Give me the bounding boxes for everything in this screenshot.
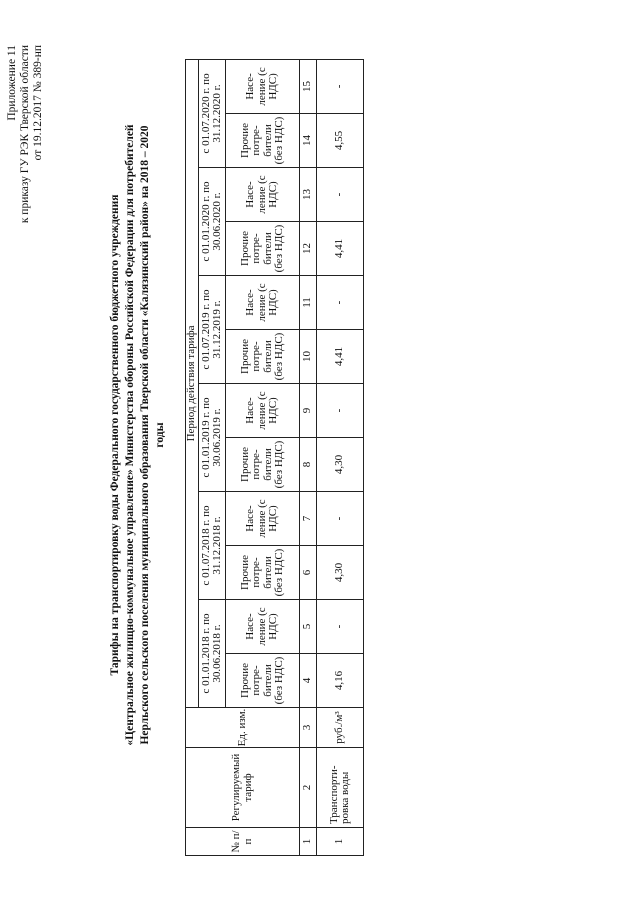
header-tariff: Регулируемый тариф	[186, 748, 300, 828]
period-range: с 01.01.2019 г. по 30.06.2019 г.	[199, 384, 226, 492]
column-number: 4	[300, 654, 317, 708]
tariff-value: -	[317, 168, 364, 222]
consumer-other: Прочие потре-бители (без НДС)	[226, 438, 300, 492]
consumer-other: Прочие потре-бители (без НДС)	[226, 114, 300, 168]
table-row	[317, 59, 364, 855]
appendix-block	[6, 45, 45, 345]
column-number: 12	[300, 222, 317, 276]
tariff-value: 4,55	[317, 114, 364, 168]
column-number: 7	[300, 492, 317, 546]
title-line-2: «Центральное жилищно-коммунальное управление» Министерства обороны Российской Федерации для потребителей	[124, 124, 136, 746]
title-line-3: Нерльского сельского поселения муниципального образования Тверской области «Калязинский район» на 2018 – 2020 годы	[139, 125, 166, 745]
consumer-other: Прочие потре-бители (без НДС)	[226, 222, 300, 276]
row-tariff-name: Транспорти-ровка воды	[317, 748, 364, 828]
period-range: с 01.07.2020 г. по 31.12.2020 г.	[199, 59, 226, 167]
tariff-value: 4,41	[317, 330, 364, 384]
consumer-population: Насе-ление (с НДС)	[226, 384, 300, 438]
column-number: 11	[300, 276, 317, 330]
period-range: с 01.07.2018 г. по 31.12.2018 г.	[199, 492, 226, 600]
tariff-value: 4,30	[317, 438, 364, 492]
row-number: 1	[317, 828, 364, 856]
title-line-1: Тарифы на транспортировку воды Федерального государственного бюджетного учреждения	[109, 194, 121, 676]
consumer-population: Насе-ление (с НДС)	[226, 276, 300, 330]
appendix-line-1: Приложение 11	[6, 45, 18, 121]
consumer-other: Прочие потре-бители (без НДС)	[226, 546, 300, 600]
consumer-population: Насе-ление (с НДС)	[226, 59, 300, 113]
period-range: с 01.07.2019 г. по 31.12.2019 г.	[199, 276, 226, 384]
tariff-value: -	[317, 492, 364, 546]
column-number: 13	[300, 168, 317, 222]
column-number-row	[300, 59, 317, 855]
consumer-population: Насе-ление (с НДС)	[226, 168, 300, 222]
tariff-value: 4,30	[317, 546, 364, 600]
column-number: 14	[300, 114, 317, 168]
period-range: с 01.01.2020 г. по 30.06.2020 г.	[199, 168, 226, 276]
consumer-other: Прочие потре-бители (без НДС)	[226, 654, 300, 708]
column-number: 6	[300, 546, 317, 600]
period-range: с 01.01.2018 г. по 30.06.2018 г.	[199, 600, 226, 708]
column-number: 9	[300, 384, 317, 438]
consumer-other: Прочие потре-бители (без НДС)	[226, 330, 300, 384]
tariff-value: -	[317, 384, 364, 438]
tariff-value: -	[317, 59, 364, 113]
header-unit: Ед. изм.	[186, 708, 300, 748]
column-number: 3	[300, 708, 317, 748]
consumer-population: Насе-ление (с НДС)	[226, 600, 300, 654]
header-period: Период действия тарифа	[186, 59, 199, 707]
tariff-table	[185, 59, 364, 856]
consumer-population: Насе-ление (с НДС)	[226, 492, 300, 546]
appendix-line-3: от 19.12.2017 № 389-нп	[32, 45, 44, 161]
tariff-value: -	[317, 600, 364, 654]
appendix-line-2: к приказу ГУ РЭК Тверской области	[19, 45, 31, 224]
column-number: 8	[300, 438, 317, 492]
document-title	[108, 115, 168, 755]
header-num: № п/п	[186, 828, 300, 856]
header-row-periods	[186, 59, 199, 855]
tariff-value: 4,41	[317, 222, 364, 276]
column-number: 2	[300, 748, 317, 828]
tariff-value: -	[317, 276, 364, 330]
column-number: 1	[300, 828, 317, 856]
row-unit: руб./м³	[317, 708, 364, 748]
tariff-value: 4,16	[317, 654, 364, 708]
column-number: 5	[300, 600, 317, 654]
column-number: 15	[300, 59, 317, 113]
column-number: 10	[300, 330, 317, 384]
